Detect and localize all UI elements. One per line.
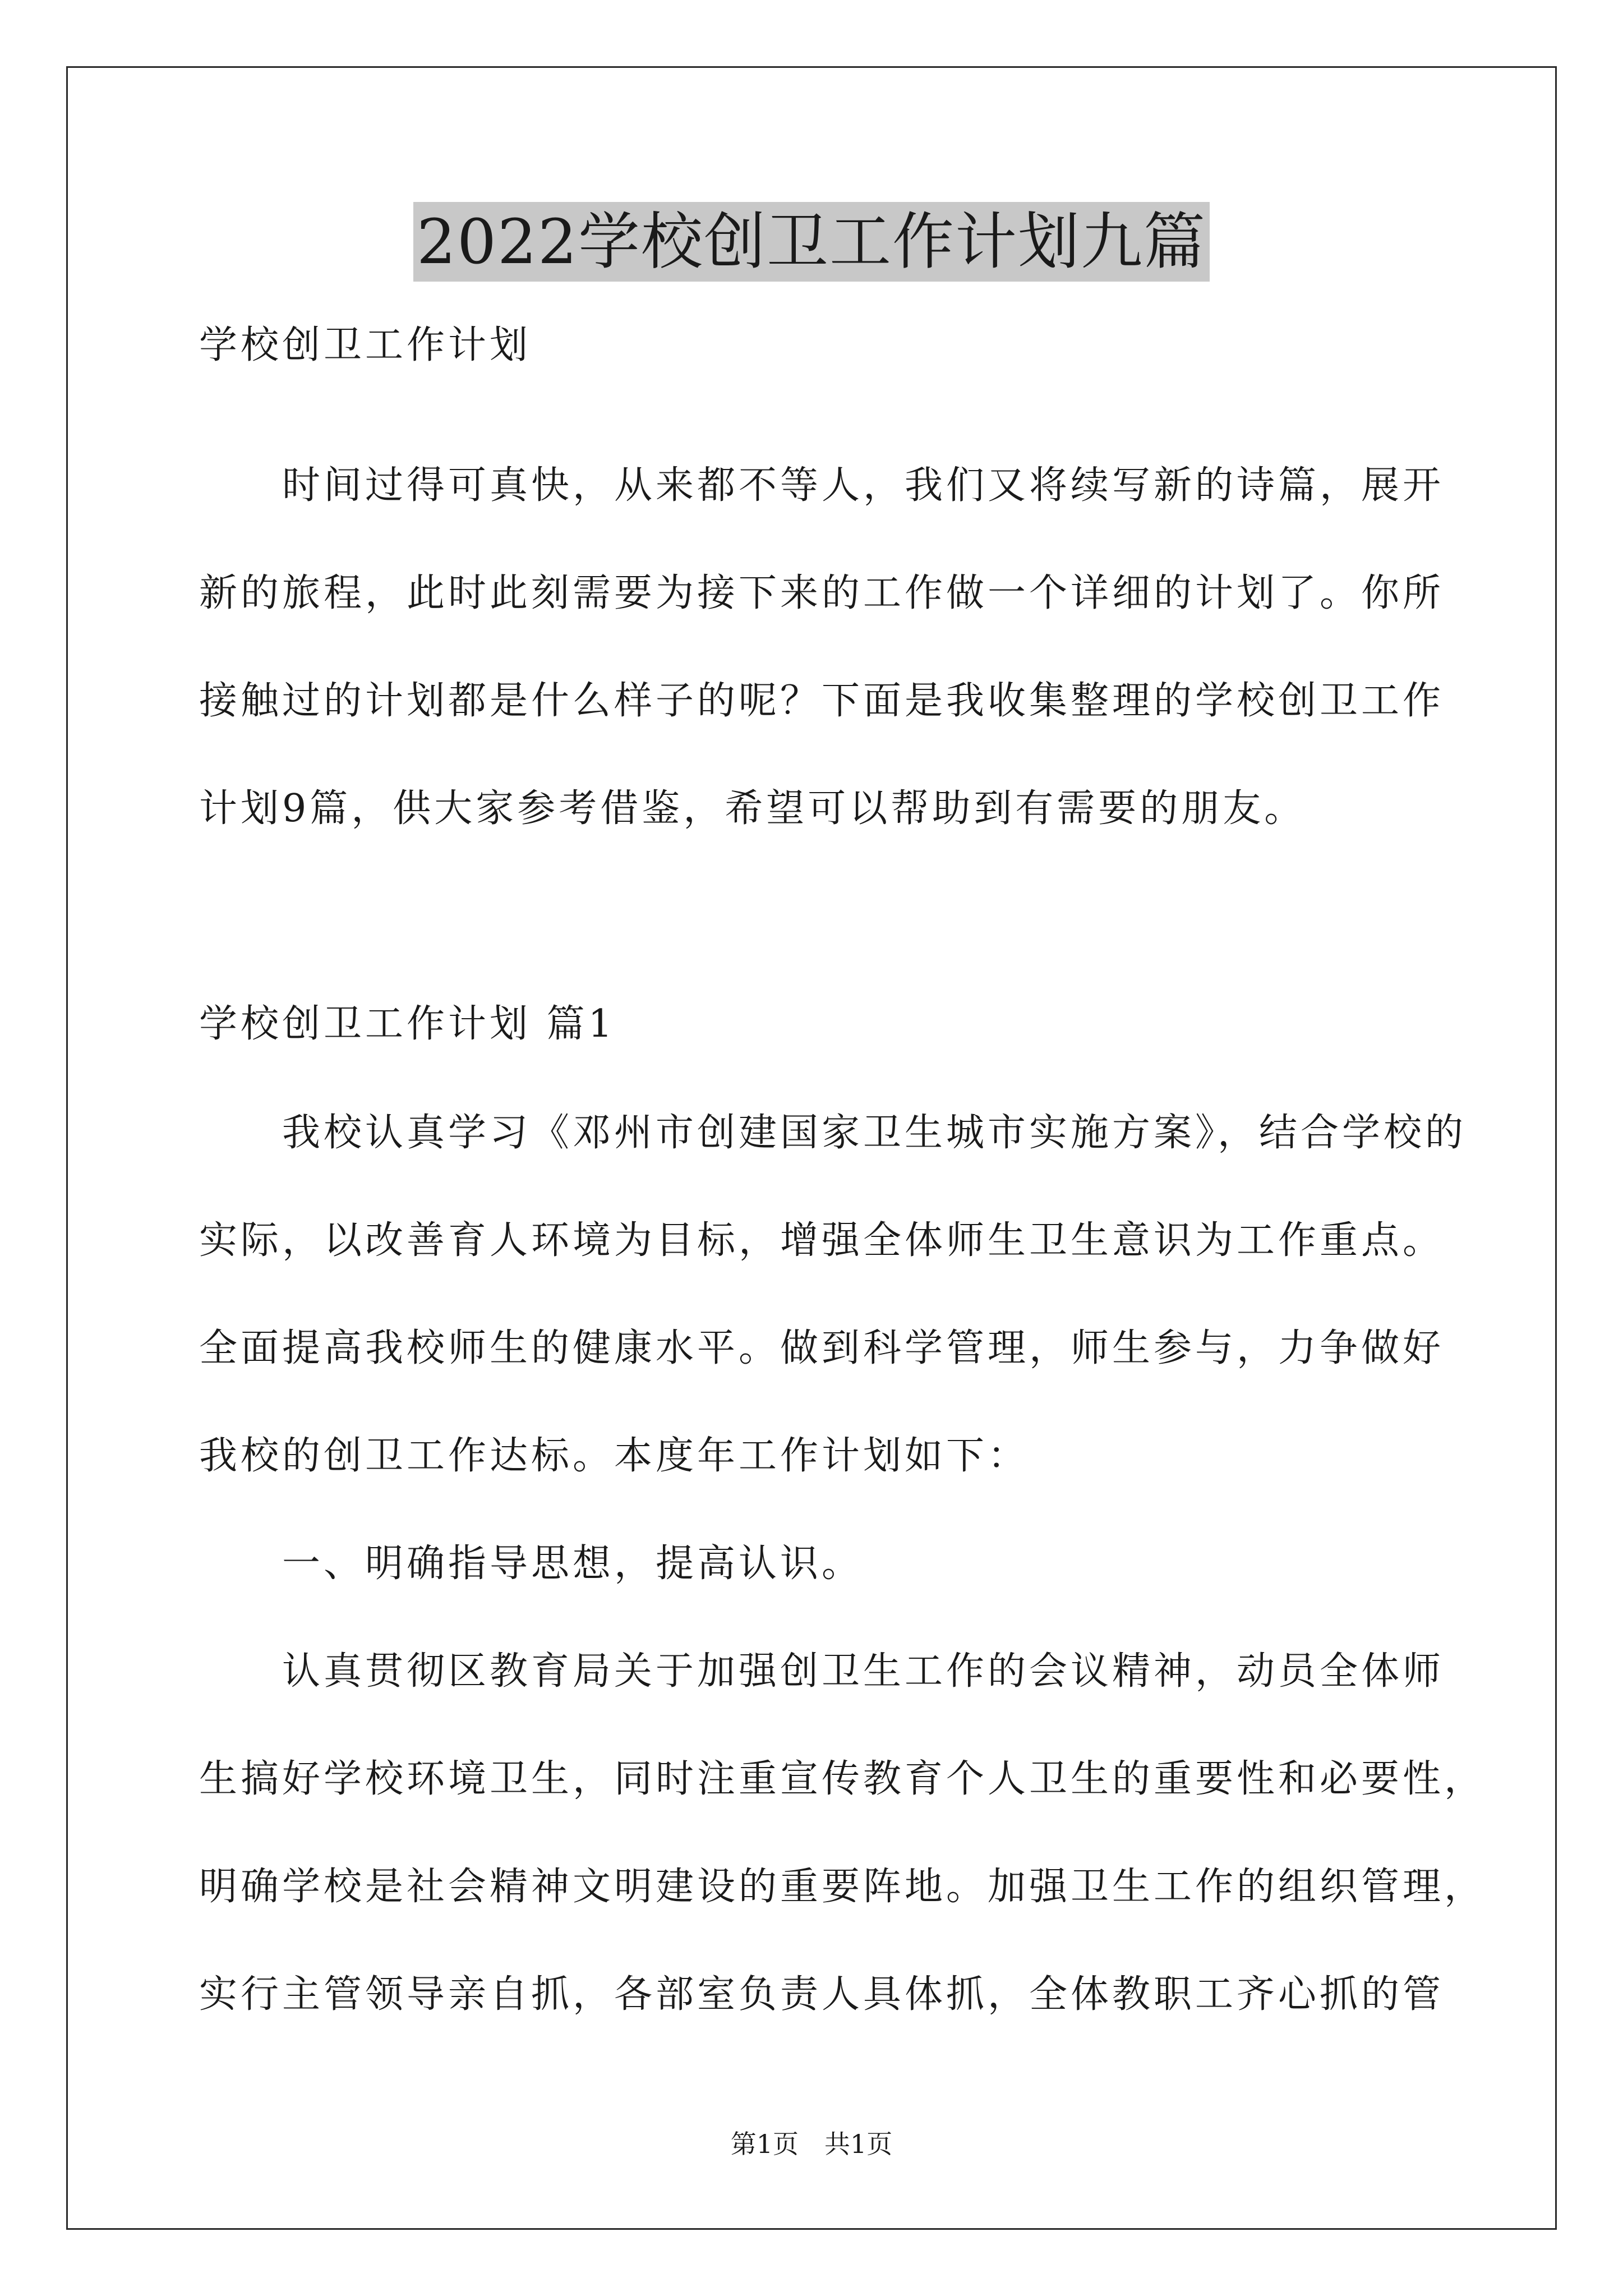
page-footer: 第1页 共1页 <box>730 2129 893 2159</box>
paragraph-line: 生搞好学校环境卫生，同时注重宣传教育个人卫生的重要性和必要性， <box>199 1757 1486 1801</box>
section-heading: 学校创卫工作计划 篇1 <box>199 1002 616 1046</box>
paragraph-line: 我校的创卫工作达标。本度年工作计划如下： <box>199 1434 1030 1478</box>
paragraph-line: 接触过的计划都是什么样子的呢？下面是我收集整理的学校创卫工作 <box>199 679 1445 723</box>
paragraph-line: 明确学校是社会精神文明建设的重要阵地。加强卫生工作的组织管理， <box>199 1865 1486 1909</box>
subheading-line: 一、明确指导思想，提高认识。 <box>199 1542 864 1586</box>
paragraph-line: 认真贯彻区教育局关于加强创卫生工作的会议精神，动员全体师 <box>199 1649 1445 1694</box>
paragraph-line: 时间过得可真快，从来都不等人，我们又将续写新的诗篇，展开 <box>199 463 1445 508</box>
paragraph-line: 实行主管领导亲自抓，各部室负责人具体抓，全体教职工齐心抓的管 <box>199 1972 1445 2017</box>
document-title: 2022学校创卫工作计划九篇 <box>413 202 1210 282</box>
paragraph-line: 我校认真学习《邓州市创建国家卫生城市实施方案》，结合学校的 <box>199 1111 1467 1155</box>
title-container <box>0 202 1623 282</box>
paragraph-line: 实际，以改善育人环境为目标，增强全体师生卫生意识为工作重点。 <box>199 1218 1445 1263</box>
paragraph-line: 全面提高我校师生的健康水平。做到科学管理，师生参与，力争做好 <box>199 1326 1445 1370</box>
section-heading: 学校创卫工作计划 <box>199 323 532 367</box>
paragraph-line: 计划9篇，供大家参考借鉴，希望可以帮助到有需要的朋友。 <box>199 786 1306 831</box>
paragraph-line: 新的旅程，此时此刻需要为接下来的工作做一个详细的计划了。你所 <box>199 571 1445 615</box>
